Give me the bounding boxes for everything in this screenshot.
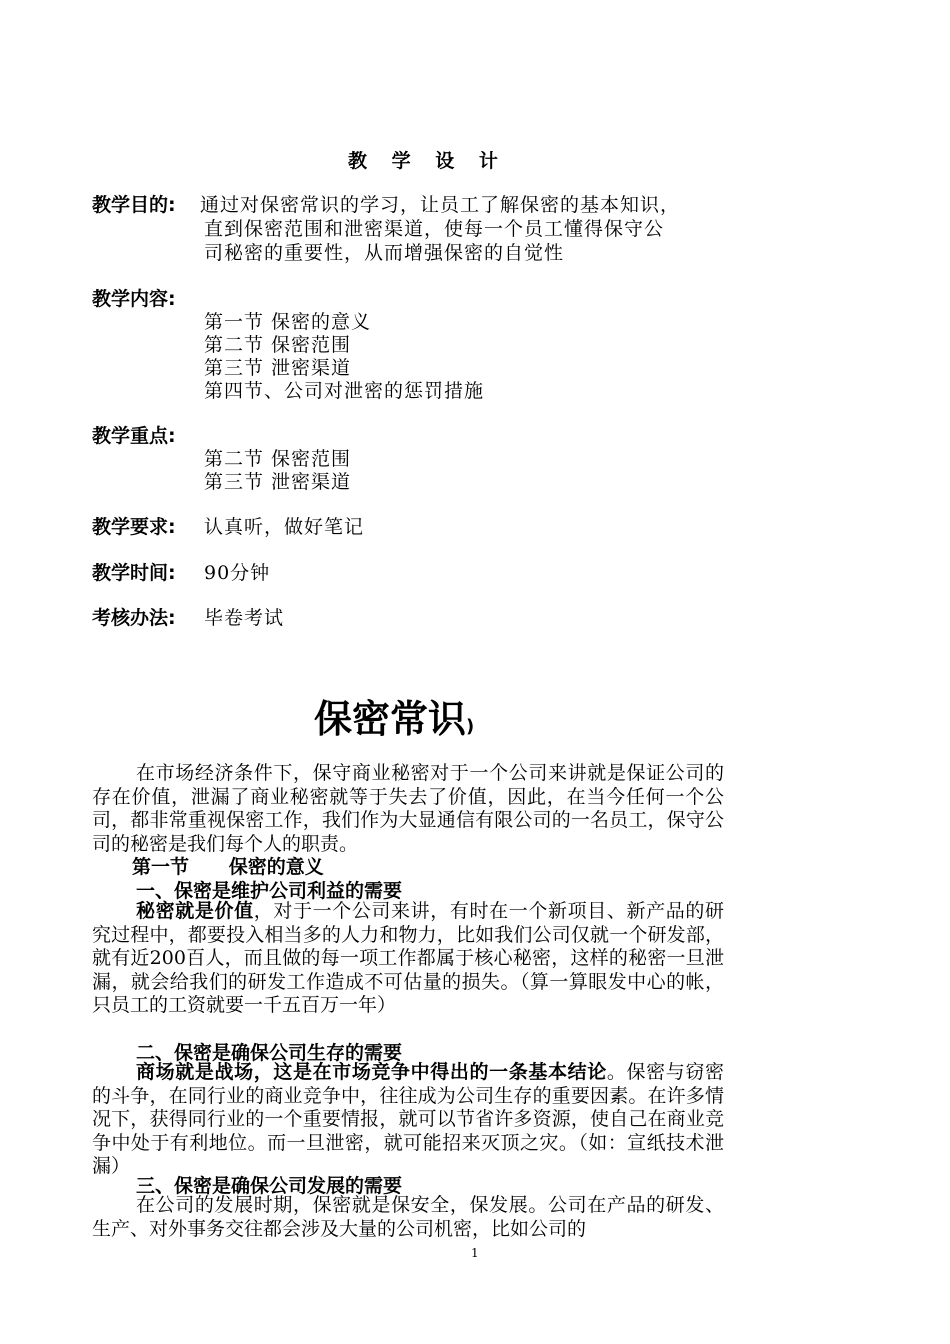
article-title-suffix: ) xyxy=(466,716,475,737)
content-item: 第三节 泄密渠道 xyxy=(204,357,352,379)
content-item: 第一节 保密的意义 xyxy=(204,311,372,333)
purpose-line-1: 通过对保密常识的学习，让员工了解保密的基本知识， xyxy=(200,194,681,216)
intro-paragraph: 在市场经济条件下，保守商业秘密对于一个公司来讲就是保证公司的存在价值，泄漏了商业秘密就等于失去了价值，因此，在当今任何一个公司，都非常重视保密工作，我们作为大显通信有限公司的一名员工，保守公司的秘密是我们每个人的职责。 xyxy=(92,762,724,855)
point3-paragraph: 在公司的发展时期，保密就是保安全，保发展。公司在产品的研发、生产、对外事务交往都会涉及大量的公司机密，比如公司的 xyxy=(92,1194,724,1240)
point1-text: ，对于一个公司来讲，有时在一个新项目、新产品的研究过程中，都要投入相当多的人力和物力，比如我们公司仅就一个研发部，就有近200百人，而且做的每一项工作都属于核心秘密，这样的秘密一旦泄漏，就会给我们的研发工作造成不可估量的损失。（算一算眼发中心的帐，只员工的工资就要一千五百万一年） xyxy=(92,900,724,1016)
exam-value: 毕卷考试 xyxy=(204,607,285,629)
point2-text: 。保密与窃密的斗争，在同行业的商业竞争中，往往成为公司生存的重要因素。在许多情况下，获得同行业的一个重要情报，就可以节省许多资源，使自己在商业竞争中处于有利地位。而一旦泄密，就可能招来灭顶之灾。（如：宣纸技术泄漏） xyxy=(92,1061,724,1177)
content-item: 第二节 保密范围 xyxy=(204,334,352,356)
time-label: 教学时间: xyxy=(92,562,176,584)
point1-paragraph xyxy=(92,900,724,1018)
page-number: 1 xyxy=(471,1246,479,1260)
focus-item: 第三节 泄密渠道 xyxy=(204,471,352,493)
point1-lead: 秘密就是价值 xyxy=(136,900,254,922)
purpose-label: 教学目的: xyxy=(92,194,176,216)
article-title xyxy=(314,688,474,743)
content-item: 第四节、公司对泄密的惩罚措施 xyxy=(204,380,485,402)
time-value: 90分钟 xyxy=(204,562,271,584)
point2-paragraph xyxy=(92,1061,724,1179)
focus-item: 第二节 保密范围 xyxy=(204,448,352,470)
focus-label: 教学重点: xyxy=(92,425,176,447)
purpose-line-2: 直到保密范围和泄密渠道，使每一个员工懂得保守公 xyxy=(204,218,665,240)
purpose-line-3: 司秘密的重要性，从而增强保密的自觉性 xyxy=(204,242,565,264)
point-heading: 一、保密是维护公司利益的需要 xyxy=(136,880,403,902)
requirement-value: 认真听，做好笔记 xyxy=(204,516,365,538)
article-title-text: 保密常识 xyxy=(314,697,467,741)
point-heading: 三、保密是确保公司发展的需要 xyxy=(136,1175,403,1197)
content-label: 教学内容: xyxy=(92,288,176,310)
requirement-label: 教学要求: xyxy=(92,516,176,538)
point-heading: 二、保密是确保公司生存的需要 xyxy=(136,1042,403,1064)
point2-lead: 商场就是战场，这是在市场竞争中得出的一条基本结论 xyxy=(136,1061,607,1083)
section-heading: 第一节 保密的意义 xyxy=(132,856,324,878)
exam-label: 考核办法: xyxy=(92,607,176,629)
design-title: 教 学 设 计 xyxy=(348,150,507,172)
